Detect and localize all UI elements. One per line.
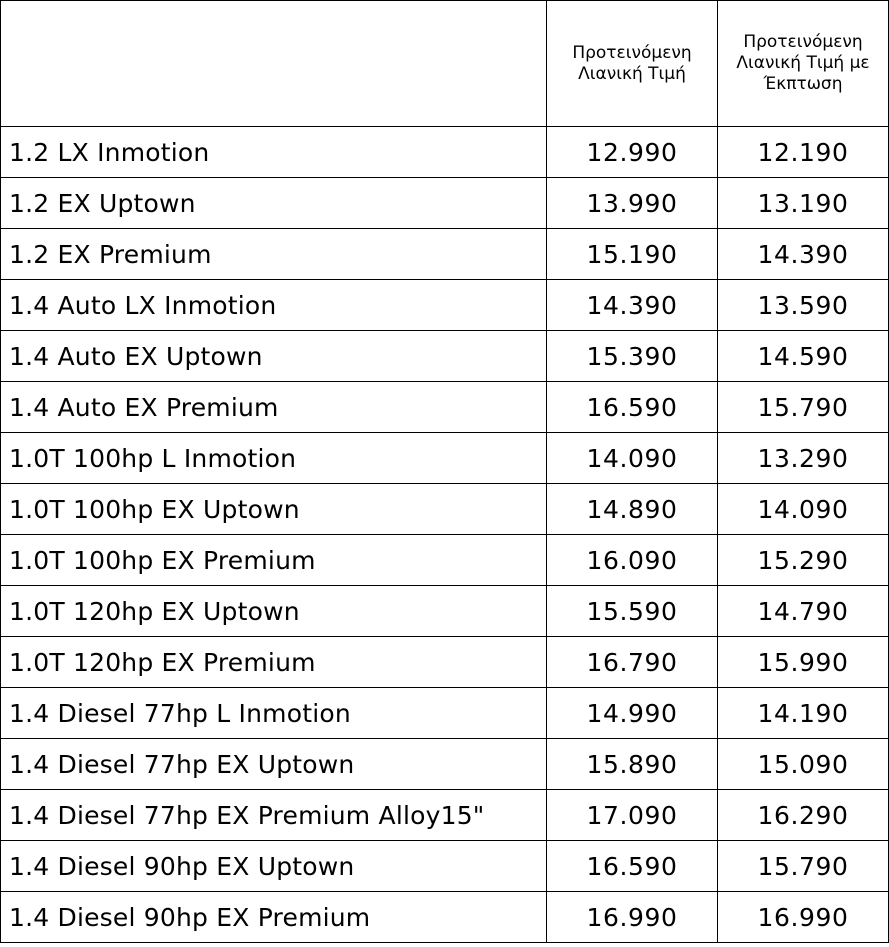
table-row [1,280,889,331]
table-row [1,331,889,382]
discount-price-cell: 16.990 [718,892,889,943]
price-cell: 16.590 [547,382,718,433]
table-row [1,229,889,280]
price-cell: 16.990 [547,892,718,943]
table-row [1,790,889,841]
table-row [1,178,889,229]
discount-price-cell: 16.290 [718,790,889,841]
price-cell: 15.390 [547,331,718,382]
price-cell: 16.790 [547,637,718,688]
table-row [1,637,889,688]
header-price: Προτεινόμενη Λιανική Τιμή [547,1,718,127]
table-row [1,688,889,739]
price-cell: 15.190 [547,229,718,280]
model-cell: 1.4 Diesel 77hp L Inmotion [1,688,547,739]
header-discount-price: Προτεινόμενη Λιανική Τιμή με Έκπτωση [718,1,889,127]
price-cell: 13.990 [547,178,718,229]
table-row [1,535,889,586]
model-cell: 1.2 LX Inmotion [1,127,547,178]
price-cell: 16.090 [547,535,718,586]
discount-price-cell: 14.390 [718,229,889,280]
table-row [1,127,889,178]
model-cell: 1.4 Diesel 90hp EX Premium [1,892,547,943]
model-cell: 1.0T 120hp EX Uptown [1,586,547,637]
price-cell: 14.390 [547,280,718,331]
discount-price-cell: 15.290 [718,535,889,586]
header-model [1,1,547,127]
model-cell: 1.4 Diesel 77hp EX Premium Alloy15" [1,790,547,841]
discount-price-cell: 14.590 [718,331,889,382]
model-cell: 1.4 Auto LX Inmotion [1,280,547,331]
discount-price-cell: 15.090 [718,739,889,790]
discount-price-cell: 15.790 [718,382,889,433]
table-row [1,433,889,484]
discount-price-cell: 13.590 [718,280,889,331]
price-cell: 17.090 [547,790,718,841]
model-cell: 1.2 EX Uptown [1,178,547,229]
discount-price-cell: 15.990 [718,637,889,688]
header-row [1,1,889,127]
discount-price-cell: 14.190 [718,688,889,739]
model-cell: 1.4 Auto EX Uptown [1,331,547,382]
price-cell: 15.590 [547,586,718,637]
table-row [1,586,889,637]
discount-price-cell: 14.790 [718,586,889,637]
model-cell: 1.4 Diesel 90hp EX Uptown [1,841,547,892]
model-cell: 1.0T 100hp L Inmotion [1,433,547,484]
table-row [1,484,889,535]
model-cell: 1.0T 100hp EX Uptown [1,484,547,535]
discount-price-cell: 13.190 [718,178,889,229]
discount-price-cell: 14.090 [718,484,889,535]
table-row [1,892,889,943]
table-body [1,127,889,943]
model-cell: 1.2 EX Premium [1,229,547,280]
table-row [1,382,889,433]
discount-price-cell: 15.790 [718,841,889,892]
price-cell: 15.890 [547,739,718,790]
price-cell: 14.990 [547,688,718,739]
table-row [1,739,889,790]
model-cell: 1.4 Diesel 77hp EX Uptown [1,739,547,790]
model-cell: 1.0T 120hp EX Premium [1,637,547,688]
price-cell: 12.990 [547,127,718,178]
model-cell: 1.4 Auto EX Premium [1,382,547,433]
discount-price-cell: 13.290 [718,433,889,484]
table-row [1,841,889,892]
price-cell: 14.090 [547,433,718,484]
discount-price-cell: 12.190 [718,127,889,178]
price-cell: 16.590 [547,841,718,892]
model-cell: 1.0T 100hp EX Premium [1,535,547,586]
price-cell: 14.890 [547,484,718,535]
